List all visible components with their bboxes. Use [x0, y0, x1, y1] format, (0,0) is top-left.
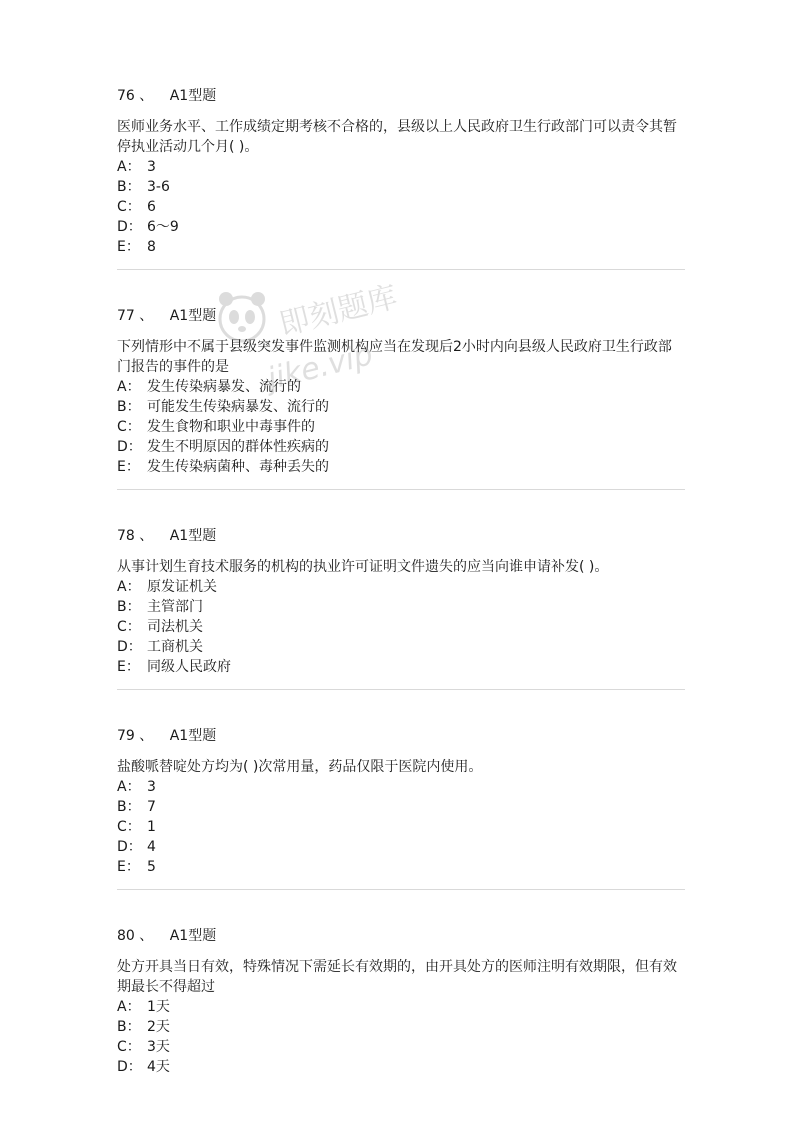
question-header [117, 926, 685, 946]
option-letter: B： [117, 179, 141, 195]
option-e[interactable] [117, 237, 685, 257]
option-a[interactable] [117, 997, 685, 1017]
option-list [117, 157, 685, 257]
option-text: 发生食物和职业中毒事件的 [147, 419, 315, 435]
question-stem: 医师业务水平、工作成绩定期考核不合格的，县级以上人民政府卫生行政部门可以责令其暂停执业活动几个月( )。 [117, 119, 677, 155]
option-list [117, 577, 685, 677]
option-text: 同级人民政府 [147, 659, 231, 675]
option-text: 3-6 [147, 179, 170, 195]
option-letter: C： [117, 419, 141, 435]
option-text: 3天 [147, 1039, 170, 1055]
option-d[interactable] [117, 437, 685, 457]
option-letter: D： [117, 639, 142, 655]
option-a[interactable] [117, 777, 685, 797]
option-b[interactable] [117, 797, 685, 817]
question-stem: 处方开具当日有效，特殊情况下需延长有效期的，由开具处方的医师注明有效期限，但有效期最长不得超过 [117, 959, 677, 995]
option-a[interactable] [117, 577, 685, 597]
option-letter: E： [117, 459, 140, 475]
option-a[interactable] [117, 157, 685, 177]
option-text: 主管部门 [147, 599, 203, 615]
option-letter: C： [117, 1039, 141, 1055]
option-letter: A： [117, 999, 141, 1015]
question-separator: 、 [139, 928, 154, 944]
question-stem: 从事计划生育技术服务的机构的执业许可证明文件遗失的应当向谁申请补发( )。 [117, 559, 609, 575]
question-header [117, 726, 685, 746]
option-text: 可能发生传染病暴发、流行的 [147, 399, 329, 415]
question-header [117, 526, 685, 546]
option-letter: E： [117, 859, 140, 875]
question-type: A1型题 [169, 728, 217, 744]
option-text: 7 [147, 799, 156, 815]
option-text: 2天 [147, 1019, 170, 1035]
option-letter: D： [117, 839, 142, 855]
option-b[interactable] [117, 1017, 685, 1037]
option-text: 原发证机关 [147, 579, 217, 595]
watermark-url: jike.vip [264, 337, 377, 397]
question-separator: 、 [139, 308, 154, 324]
question-80 [117, 926, 685, 1077]
option-letter: B： [117, 599, 141, 615]
divider [117, 269, 685, 270]
question-separator: 、 [139, 88, 154, 104]
option-d[interactable] [117, 837, 685, 857]
option-text: 6 [147, 199, 156, 215]
option-a[interactable] [117, 377, 685, 397]
question-type: A1型题 [169, 308, 217, 324]
question-type: A1型题 [169, 928, 217, 944]
question-77 [117, 306, 685, 477]
option-text: 3 [147, 159, 156, 175]
option-text: 1 [147, 819, 156, 835]
option-c[interactable] [117, 617, 685, 637]
option-letter: B： [117, 799, 141, 815]
option-text: 3 [147, 779, 156, 795]
question-stem: 下列情形中不属于县级突发事件监测机构应当在发现后2小时内向县级人民政府卫生行政部门报告的事件的是 [117, 339, 672, 375]
option-letter: A： [117, 779, 141, 795]
option-e[interactable] [117, 857, 685, 877]
option-d[interactable] [117, 1057, 685, 1077]
option-letter: E： [117, 659, 140, 675]
option-letter: D： [117, 439, 142, 455]
option-b[interactable] [117, 597, 685, 617]
question-separator: 、 [139, 528, 154, 544]
option-c[interactable] [117, 817, 685, 837]
option-text: 发生不明原因的群体性疾病的 [147, 439, 329, 455]
option-text: 4 [147, 839, 156, 855]
question-header [117, 306, 685, 326]
question-number: 76 [117, 88, 135, 104]
option-letter: D： [117, 1059, 142, 1075]
option-letter: C： [117, 819, 141, 835]
option-letter: C： [117, 199, 141, 215]
question-number: 78 [117, 528, 135, 544]
question-number: 79 [117, 728, 135, 744]
option-e[interactable] [117, 457, 685, 477]
question-76 [117, 86, 685, 257]
option-c[interactable] [117, 417, 685, 437]
option-text: 发生传染病暴发、流行的 [147, 379, 301, 395]
option-b[interactable] [117, 397, 685, 417]
question-separator: 、 [139, 728, 154, 744]
option-list [117, 377, 685, 477]
option-text: 工商机关 [147, 639, 203, 655]
option-letter: D： [117, 219, 142, 235]
option-letter: B： [117, 399, 141, 415]
option-letter: C： [117, 619, 141, 635]
question-type: A1型题 [169, 88, 217, 104]
option-text: 6～9 [147, 219, 179, 235]
option-letter: A： [117, 579, 141, 595]
question-header [117, 86, 685, 106]
option-text: 5 [147, 859, 156, 875]
option-text: 司法机关 [147, 619, 203, 635]
option-c[interactable] [117, 1037, 685, 1057]
divider [117, 489, 685, 490]
watermark-name: 即刻题库 [275, 279, 401, 343]
option-letter: B： [117, 1019, 141, 1035]
question-type: A1型题 [169, 528, 217, 544]
option-letter: E： [117, 239, 140, 255]
divider [117, 889, 685, 890]
option-text: 发生传染病菌种、毒种丢失的 [147, 459, 329, 475]
question-number: 80 [117, 928, 135, 944]
option-list [117, 777, 685, 877]
option-b[interactable] [117, 177, 685, 197]
question-stem: 盐酸哌替啶处方均为( )次常用量，药品仅限于医院内使用。 [117, 759, 483, 775]
option-letter: A： [117, 159, 141, 175]
option-text: 4天 [147, 1059, 170, 1075]
question-79 [117, 726, 685, 877]
question-number: 77 [117, 308, 135, 324]
option-text: 1天 [147, 999, 170, 1015]
option-e[interactable] [117, 657, 685, 677]
divider [117, 689, 685, 690]
option-c[interactable] [117, 197, 685, 217]
option-text: 8 [147, 239, 156, 255]
option-letter: A： [117, 379, 141, 395]
option-list [117, 997, 685, 1077]
question-78 [117, 526, 685, 677]
option-d[interactable] [117, 217, 685, 237]
option-d[interactable] [117, 637, 685, 657]
